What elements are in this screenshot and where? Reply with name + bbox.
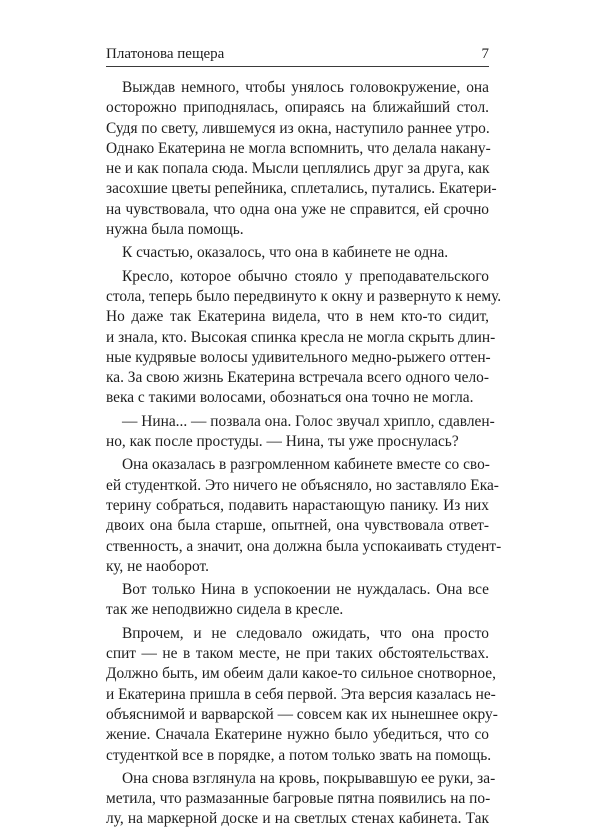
body-text [106,78,502,833]
text-line: ные кудрявые волосы удивительного медно-рыжего оттен- [106,348,491,366]
book-title: Платонова пещера [106,46,225,62]
text-line: нужна была помощь. [106,221,244,239]
paragraph [106,580,489,621]
text-line: ей студенткой. Это ничего не объясняло, но заставляло Ека- [106,476,499,494]
text-line: Должно быть, им обеим дали какое-то сильное снотворное, [106,665,496,683]
text-line: жение. Сначала Екатерине нужно было убедиться, что со [106,726,489,744]
text-line: Выждав немного, чтобы унялось головокружение, она [122,79,489,96]
text-line: терину собраться, подавить нарастающую панику. Из них [106,496,489,514]
text-line: Она оказалась в разгромленном кабинете вместе со сво- [122,456,490,474]
text-line: и знала, кто. Высокая спинка кресла не могла скрыть длин- [106,328,496,346]
text-line: Судя по свету, лившемуся из окна, наступило раннее утро. [106,119,490,137]
text-line: К счастью, оказалось, что она в кабинете не одна. [122,244,449,262]
text-line: ку, не наоборот. [106,557,209,575]
text-line: Вот только Нина в успокоении не нуждалась. Она все [122,581,489,599]
text-line: студенткой все в порядке, а потом только звать на помощь. [106,746,492,764]
text-line: засохшие цветы репейника, сплетались, путались. Екатери- [106,180,497,198]
text-line: Но даже так Екатерина видела, что в нем кто-то сидит, [106,308,489,326]
text-line: так же неподвижно сидела в кресле. [106,601,344,619]
text-line: лу, на маркерной доске и на светлых стенах кабинета. Так [106,810,489,828]
text-line: осторожно приподнялась, опираясь на ближайший стол. [106,99,489,117]
text-line: но, как после простуды. — Нина, ты уже проснулась? [106,433,459,451]
text-line: спит — не в таком месте, не при таких обстоятельствах. [106,645,489,663]
text-line: — Нина... — позвала она. Голос звучал хрипло, сдавлен- [122,412,495,430]
text-line: Она снова взглянула на кровь, покрывавшую ее руки, за- [122,769,496,787]
text-line: ственность, а значит, она должна была успокаивать студент- [106,537,502,555]
text-line: Кресло, которое обычно стояло у преподавательского [122,267,489,285]
text-line: и Екатерина пришла в себя первой. Эта версия казалась не- [106,685,496,703]
text-line: на чувствовала, что одна она уже не справится, ей срочно [106,200,489,218]
paragraph [106,412,495,453]
text-line: не и как попала сюда. Мысли цеплялись друг за друга, как [106,160,490,178]
text-line: века с такими волосами, обознаться она точно не могла. [106,389,474,407]
text-line: Однако Екатерина не могла вспомнить, что делала накану- [106,139,491,157]
paragraph [106,267,502,409]
paragraph [106,624,498,766]
text-line: ка. За свою жизнь Екатерина встречала всего одного чело- [106,369,489,387]
running-header [106,44,489,67]
paragraph [106,769,496,830]
text-line: объяснимой и варварской — совсем как их нынешнее окру- [106,705,498,723]
paragraph [106,455,502,577]
text-line: Впрочем, и не следовало ожидать, что она просто [122,624,489,642]
paragraph [106,78,497,240]
page-number: 7 [481,46,489,62]
text-line: метила, что размазанные багровые пятна появились на по- [106,790,491,808]
text-line: двоих она была старше, опытней, она чувствовала ответ- [106,517,489,535]
text-line: стола, теперь было передвинуто к окну и развернуто к нему. [106,287,502,305]
paragraph [106,243,489,263]
